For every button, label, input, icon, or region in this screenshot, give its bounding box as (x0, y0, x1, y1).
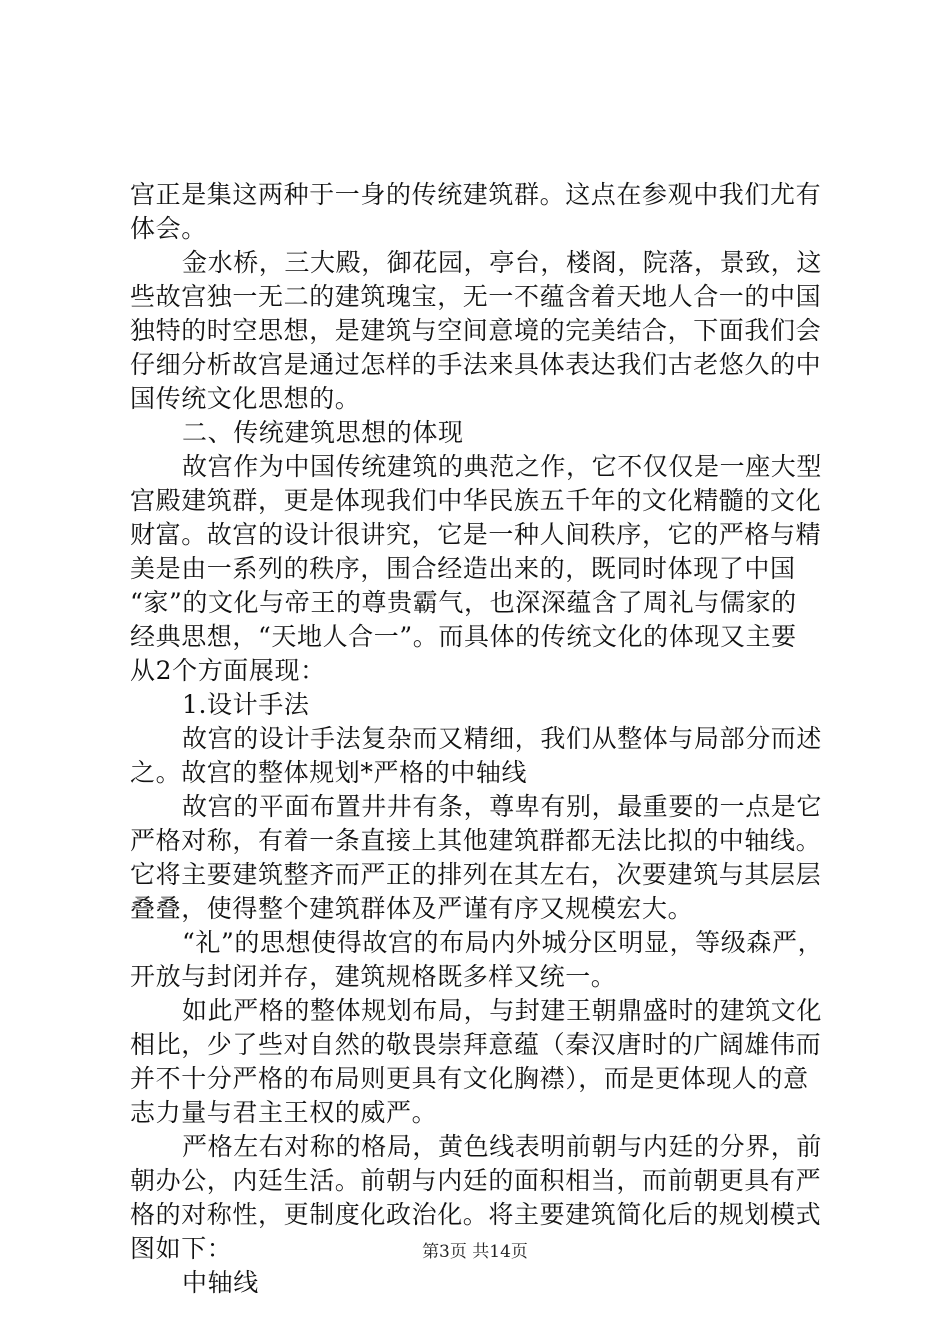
text-line: 从2个方面展现： (130, 656, 326, 685)
text-line: 并不十分严格的布局则更具有文化胸襟），而是更体现人的意 (130, 1064, 809, 1093)
page-footer: 第3页 共14页 (422, 1242, 528, 1262)
body-text (130, 178, 830, 1300)
text-line: 开放与封闭并存，建筑规格既多样又统一。 (130, 962, 617, 991)
text-line: “家”的文化与帝王的尊贵霸气，也深深蕴含了周礼与儒家的 (130, 588, 797, 617)
text-line: 志力量与君主王权的威严。 (130, 1098, 438, 1127)
text-line: 故宫作为中国传统建筑的典范之作，它不仅仅是一座大型 (182, 452, 823, 481)
text-line: 故宫的平面布置井井有条，尊卑有别，最重要的一点是它 (182, 792, 823, 821)
text-line: 叠叠，使得整个建筑群体及严谨有序又规模宏大。 (130, 894, 694, 923)
text-line: 中轴线 (182, 1268, 259, 1297)
text-line: 仔细分析故宫是通过怎样的手法来具体表达我们古老悠久的中 (130, 350, 822, 379)
text-line: 严格对称，有着一条直接上其他建筑群都无法比拟的中轴线。 (130, 826, 822, 855)
text-line: 体会。 (130, 214, 207, 243)
text-line: 如此严格的整体规划布局，与封建王朝鼎盛时的建筑文化 (182, 996, 823, 1025)
text-line: 它将主要建筑整齐而严正的排列在其左右，次要建筑与其层层 (130, 860, 822, 889)
text-line: 故宫的设计手法复杂而又精细，我们从整体与局部分而述 (182, 724, 823, 753)
text-line: 相比，少了些对自然的敬畏崇拜意蕴（秦汉唐时的广阔雄伟而 (130, 1030, 822, 1059)
text-line: 美是由一系列的秩序，围合经造出来的，既同时体现了中国 (130, 554, 796, 583)
text-line: 财富。故宫的设计很讲究，它是一种人间秩序，它的严格与精 (130, 520, 822, 549)
text-line: 宫殿建筑群，更是体现我们中华民族五千年的文化精髓的文化 (130, 486, 822, 515)
text-line: 国传统文化思想的。 (130, 384, 361, 413)
text-line: 图如下： (130, 1234, 233, 1263)
text-line: 宫正是集这两种于一身的传统建筑群。这点在参观中我们尤有 (130, 180, 822, 209)
text-line: 格的对称性，更制度化政治化。将主要建筑简化后的规划模式 (130, 1200, 822, 1229)
text-line: 1.设计手法 (182, 690, 310, 719)
text-line: 严格左右对称的格局，黄色线表明前朝与内廷的分界，前 (182, 1132, 823, 1161)
text-line: 二、传统建筑思想的体现 (182, 418, 464, 447)
text-line: 独特的时空思想，是建筑与空间意境的完美结合，下面我们会 (130, 316, 822, 345)
text-line: 经典思想，“天地人合一”。而具体的传统文化的体现又主要 (130, 622, 797, 651)
text-line: 之。故宫的整体规划*严格的中轴线 (130, 758, 528, 787)
text-line: 朝办公，内廷生活。前朝与内廷的面积相当，而前朝更具有严 (130, 1166, 822, 1195)
text-line: 些故宫独一无二的建筑瑰宝，无一不蕴含着天地人合一的中国 (130, 282, 822, 311)
text-line: 金水桥，三大殿，御花园，亭台，楼阁，院落，景致，这 (182, 248, 823, 277)
text-line: “礼”的思想使得故宫的布局内外城分区明显，等级森严， (182, 928, 824, 957)
